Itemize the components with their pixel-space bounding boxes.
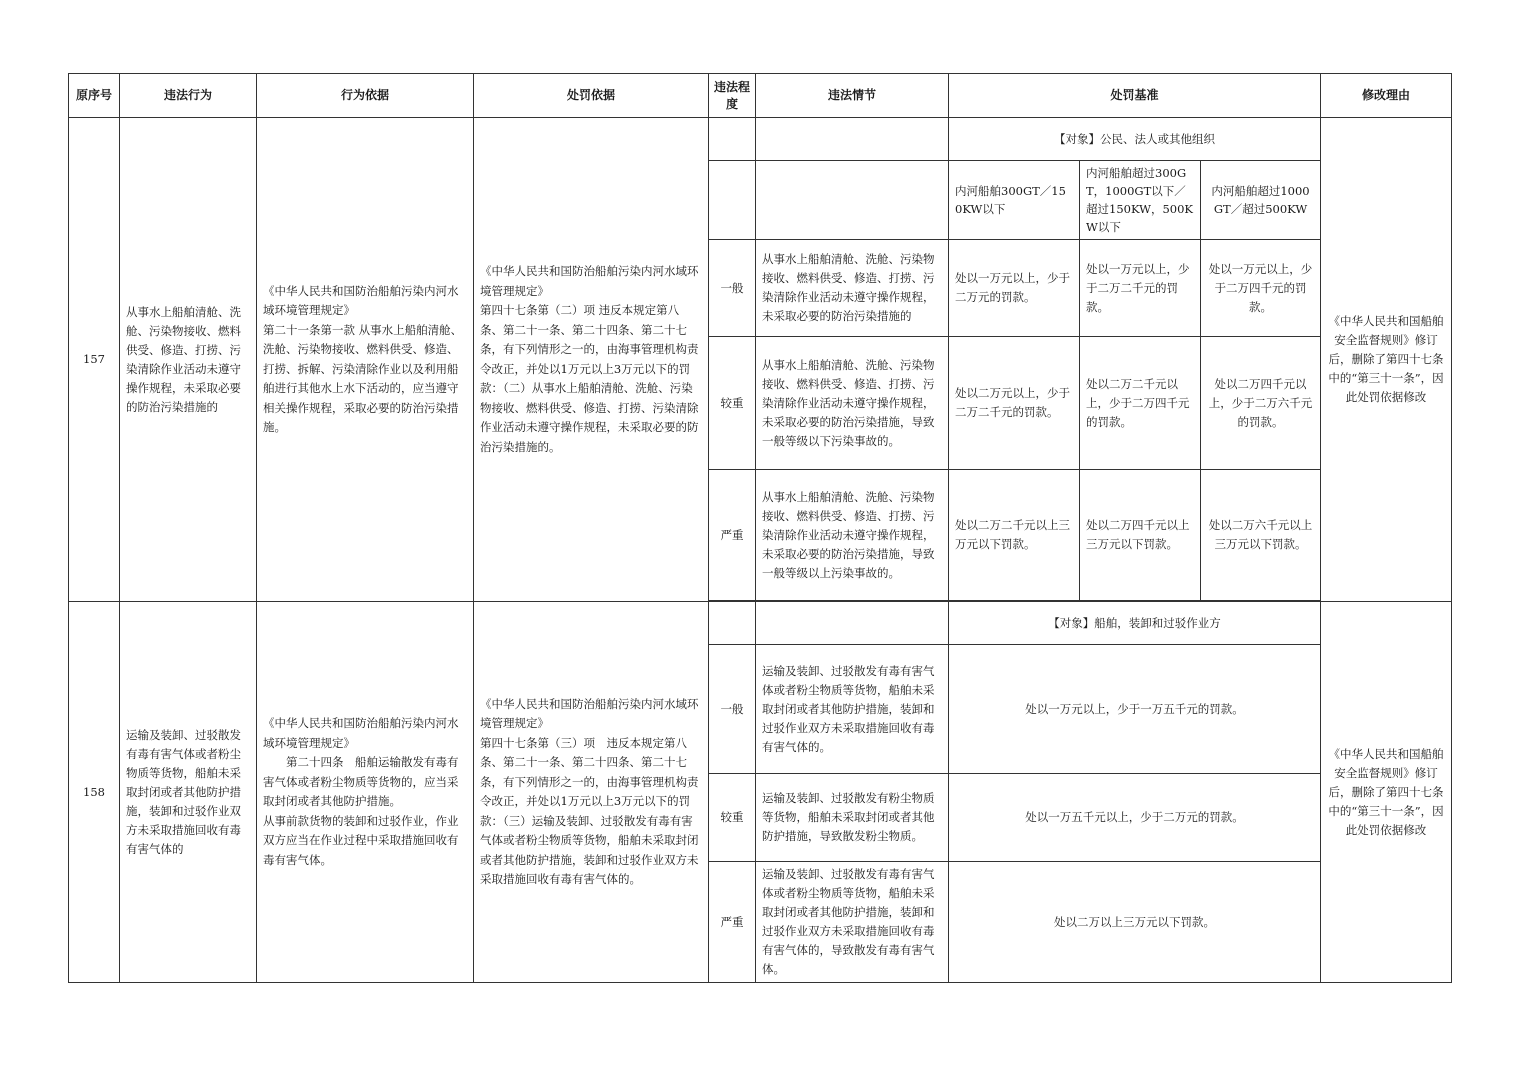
degree-cell: 一般	[709, 645, 756, 774]
circumstance-cell: 运输及装卸、过驳散发有粉尘物质等货物，船舶未采取封闭或者其他防护措施，导致散发粉尘物质。	[756, 774, 949, 862]
standard-cell: 处以一万五千元以上，少于二万元的罚款。	[949, 774, 1321, 862]
degree-cell: 较重	[709, 774, 756, 862]
standard-cell: 处以二万四千元以上，少于二万六千元的罚款。	[1201, 337, 1321, 470]
standard-cell: 处以一万元以上，少于二万四千元的罚款。	[1201, 240, 1321, 337]
degree-cell: 严重	[709, 470, 756, 601]
header-reason: 修改理由	[1321, 74, 1452, 118]
header-seq: 原序号	[69, 74, 120, 118]
penalty-basis-cell: 《中华人民共和国防治船舶污染内河水域环境管理规定》 第四十七条第（二）项 违反本规定第八条、第二十一条、第二十四条、第二十七条，有下列情形之一的，由海事管理机构责令改正，并处以1万元以上3万元以下的罚款：（二）从事水上船舶清舱、洗舱、污染物接收、燃料供受、修造、打捞、污染清除作业活动未遵守操作规程，未采取必要的防治污染措施的。	[474, 118, 709, 602]
subhead-cell: 内河船舶300GT／150KW以下	[949, 161, 1080, 240]
seq-cell: 157	[69, 118, 120, 602]
act-cell: 从事水上船舶清舱、洗舱、污染物接收、燃料供受、修造、打捞、污染清除作业活动未遵守操作规程，未采取必要的防治污染措施的	[120, 118, 257, 602]
standard-cell: 处以一万元以上，少于二万二千元的罚款。	[1080, 240, 1201, 337]
header-degree: 违法程度	[709, 74, 756, 118]
standard-cell: 处以一万元以上，少于一万五千元的罚款。	[949, 645, 1321, 774]
reason-cell: 《中华人民共和国船舶安全监督规则》修订后，删除了第四十七条中的“第三十一条”，因此处罚依据修改	[1321, 602, 1452, 983]
standard-cell: 处以二万二千元以上三万元以下罚款。	[949, 470, 1080, 601]
standard-cell: 处以二万四千元以上三万元以下罚款。	[1080, 470, 1201, 601]
object-cell: 【对象】公民、法人或其他组织	[949, 118, 1321, 161]
act-cell: 运输及装卸、过驳散发有毒有害气体或者粉尘物质等货物，船舶未采取封闭或者其他防护措施，装卸和过驳作业双方未采取措施回收有毒有害气体的	[120, 602, 257, 983]
circumstance-cell: 从事水上船舶清舱、洗舱、污染物接收、燃料供受、修造、打捞、污染清除作业活动未遵守操作规程，未采取必要的防治污染措施的	[756, 240, 949, 337]
subhead-cell: 内河船舶超过1000GT／超过500KW	[1201, 161, 1321, 240]
degree-cell: 较重	[709, 337, 756, 470]
object-cell: 【对象】船舶，装卸和过驳作业方	[949, 602, 1321, 645]
circumstance-cell: 从事水上船舶清舱、洗舱、污染物接收、燃料供受、修造、打捞、污染清除作业活动未遵守操作规程，未采取必要的防治污染措施，导致一般等级以上污染事故的。	[756, 470, 949, 601]
circumstance-cell: 运输及装卸、过驳散发有毒有害气体或者粉尘物质等货物，船舶未采取封闭或者其他防护措施，装卸和过驳作业双方未采取措施回收有毒有害气体的，导致散发有毒有害气体。	[756, 862, 949, 983]
seq-cell: 158	[69, 602, 120, 983]
penalty-standard-table	[68, 73, 1452, 983]
header-row	[69, 74, 1452, 118]
table-row	[69, 118, 1452, 161]
standard-cell: 处以二万以上三万元以下罚款。	[949, 862, 1321, 983]
header-circumstance: 违法情节	[756, 74, 949, 118]
standard-cell: 处以二万六千元以上三万元以下罚款。	[1201, 470, 1321, 601]
penalty-basis-cell: 《中华人民共和国防治船舶污染内河水域环境管理规定》 第四十七条第（三）项 违反本规定第八条、第二十一条、第二十四条、第二十七条，有下列情形之一的，由海事管理机构责令改正，并处以1万元以上3万元以下的罚款：（三）运输及装卸、过驳散发有毒有害气体或者粉尘物质等货物，船舶未采取封闭或者其他防护措施，装卸和过驳作业双方未采取措施回收有毒有害气体的。	[474, 602, 709, 983]
reason-cell: 《中华人民共和国船舶安全监督规则》修订后，删除了第四十七条中的“第三十一条”，因此处罚依据修改	[1321, 118, 1452, 602]
subhead-cell: 内河船舶超过300GT，1000GT以下／超过150KW，500KW以下	[1080, 161, 1201, 240]
standard-cell: 处以二万二千元以上，少于二万四千元的罚款。	[1080, 337, 1201, 470]
circumstance-cell: 从事水上船舶清舱、洗舱、污染物接收、燃料供受、修造、打捞、污染清除作业活动未遵守操作规程，未采取必要的防治污染措施，导致一般等级以下污染事故的。	[756, 337, 949, 470]
table-row	[69, 602, 1452, 645]
header-standard: 处罚基准	[949, 74, 1321, 118]
header-penalty-basis: 处罚依据	[474, 74, 709, 118]
header-act: 违法行为	[120, 74, 257, 118]
degree-cell: 一般	[709, 240, 756, 337]
degree-cell: 严重	[709, 862, 756, 983]
act-basis-cell: 《中华人民共和国防治船舶污染内河水域环境管理规定》 第二十一条第一款 从事水上船舶清舱、洗舱、污染物接收、燃料供受、修造、打捞、拆解、污染清除作业以及利用船舶进行其他水上水下活动的，应当遵守相关操作规程，采取必要的防治污染措施。	[257, 118, 474, 602]
standard-cell: 处以二万元以上，少于二万二千元的罚款。	[949, 337, 1080, 470]
standard-cell: 处以一万元以上，少于二万元的罚款。	[949, 240, 1080, 337]
header-act-basis: 行为依据	[257, 74, 474, 118]
act-basis-cell: 《中华人民共和国防治船舶污染内河水域环境管理规定》 第二十四条 船舶运输散发有毒有害气体或者粉尘物质等货物的，应当采取封闭或者其他防护措施。 从事前款货物的装卸和过驳作业，作业双方应当在作业过程中采取措施回收有毒有害气体。	[257, 602, 474, 983]
circumstance-cell: 运输及装卸、过驳散发有毒有害气体或者粉尘物质等货物，船舶未采取封闭或者其他防护措施，装卸和过驳作业双方未采取措施回收有毒有害气体的。	[756, 645, 949, 774]
